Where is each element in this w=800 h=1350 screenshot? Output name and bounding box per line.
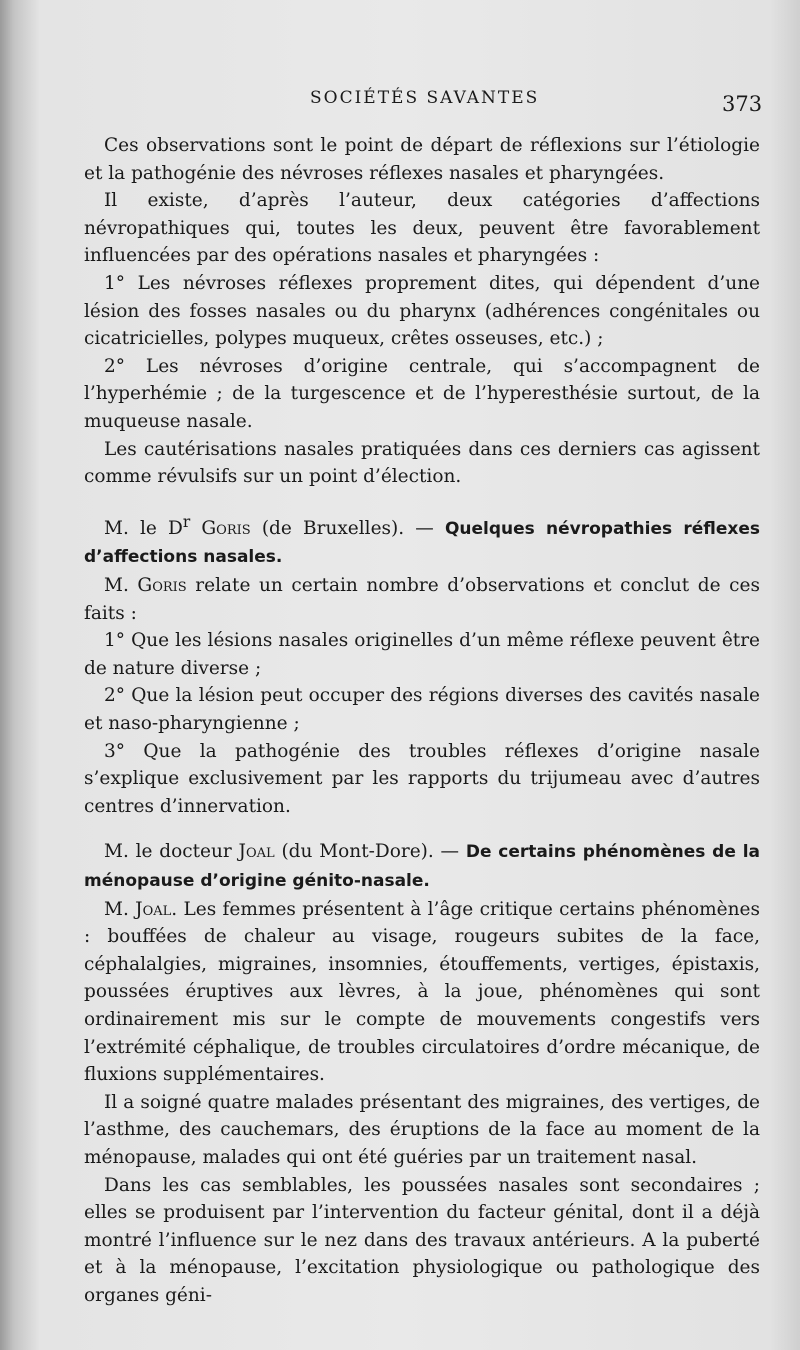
paragraph-reflex-neuroses: 1° Les névroses réflexes proprement dites, qui dépendent d’une lésion des fosses nasales ou du pharynx (adhérences congénitales ou cicatricielles, polypes muqueux, crêtes osseuses, etc.) ; <box>84 272 760 350</box>
goris-intro-text: relate un certain nombre d’observations et conclut de ces faits : <box>84 575 760 624</box>
paragraph-categories: Il existe, d’après l’auteur, deux catégories d’affections névropathiques qui, toutes les deux, peuvent être favorablement influencées par des opérations nasales et pharyngées : <box>84 190 760 267</box>
paragraph-cauterisations: Les cautérisations nasales pratiquées dans ces derniers cas agissent comme révulsifs sur un point d’élection. <box>84 438 760 488</box>
running-title: SOCIÉTÉS SAVANTES <box>310 88 540 108</box>
goris-heading <box>84 509 760 572</box>
goris-heading-name: Goris <box>201 517 251 539</box>
joal-intro-text: . Les femmes présentent à l’âge critique certains phénomènes : bouffées de chaleur au visage, rougeurs subites de la face, céphalalgies, migraines, insomnies, étouffements, vertiges, épistaxis, poussées éruptives aux lèvres, à la joue, phénomènes qui sont ordinairement mis sur le compte de mouvements congestifs vers l’extrémité céphalique, de troubles circulatoires d’ordre mécanique, de fluxions supplémentaires. <box>84 898 760 1086</box>
joal-paragraph-mechanism: Dans les cas semblables, les poussées nasales sont secondaires ; elles se produisent par l’intervention du facteur génital, dont il a déjà montré l’influence sur le nez dans des travaux antérieurs. A la puberté et à la ménopause, l’excitation physiologique ou pathologique des organes géni- <box>84 1174 760 1306</box>
goris-point-3: 3° Que la pathogénie des troubles réflexes d’origine nasale s’explique exclusivement par les rapports du trijumeau avec d’autres centres d’innervation. <box>84 740 760 817</box>
joal-intro <box>84 896 760 1089</box>
goris-point-1: 1° Que les lésions nasales originelles d’un même réflexe peuvent être de nature diverse ; <box>84 630 760 679</box>
goris-intro-prefix: M. <box>104 575 138 597</box>
page-header <box>0 88 800 118</box>
page-number: 373 <box>722 92 763 116</box>
paragraph-central-neuroses: 2° Les névroses d’origine centrale, qui s’accompagnent de l’hyperhémie ; de la turgescence et de l’hyperesthésie surtout, de la muqueuse nasale. <box>84 355 760 432</box>
goris-point-2: 2° Que la lésion peut occuper des régions diverses des cavités nasale et naso-pharyngienne ; <box>84 685 760 735</box>
body-text <box>84 132 760 1310</box>
goris-heading-place: (de Bruxelles). — <box>250 517 445 539</box>
joal-heading-name: Joal <box>238 841 275 863</box>
goris-heading-prefix: M. le D <box>104 517 183 539</box>
joal-heading-place: (du Mont-Dore). — <box>274 841 466 863</box>
paragraph-observations: Ces observations sont le point de départ de réflexions sur l’étiologie et la pathogénie des névroses réflexes nasales et pharyngées. <box>84 135 760 184</box>
joal-intro-prefix: M. <box>104 898 136 920</box>
goris-heading-title: Quelques névropathies réflexes d’affections nasales. <box>84 518 760 568</box>
joal-intro-name: Joal <box>135 898 172 920</box>
goris-intro-name: Goris <box>137 575 187 597</box>
joal-heading <box>84 838 760 895</box>
joal-heading-title: De certains phénomènes de la ménopause d’origine génito-nasale. <box>84 842 761 891</box>
joal-heading-prefix: M. le docteur <box>104 841 239 863</box>
goris-heading-sup: r <box>182 512 191 531</box>
goris-intro <box>84 572 760 627</box>
joal-paragraph-patients: Il a soigné quatre malades présentant des migraines, des vertiges, de l’asthme, des cauchemars, des éruptions de la face au moment de la ménopause, malades qui ont été guéries par un traitement nasal. <box>84 1091 760 1168</box>
